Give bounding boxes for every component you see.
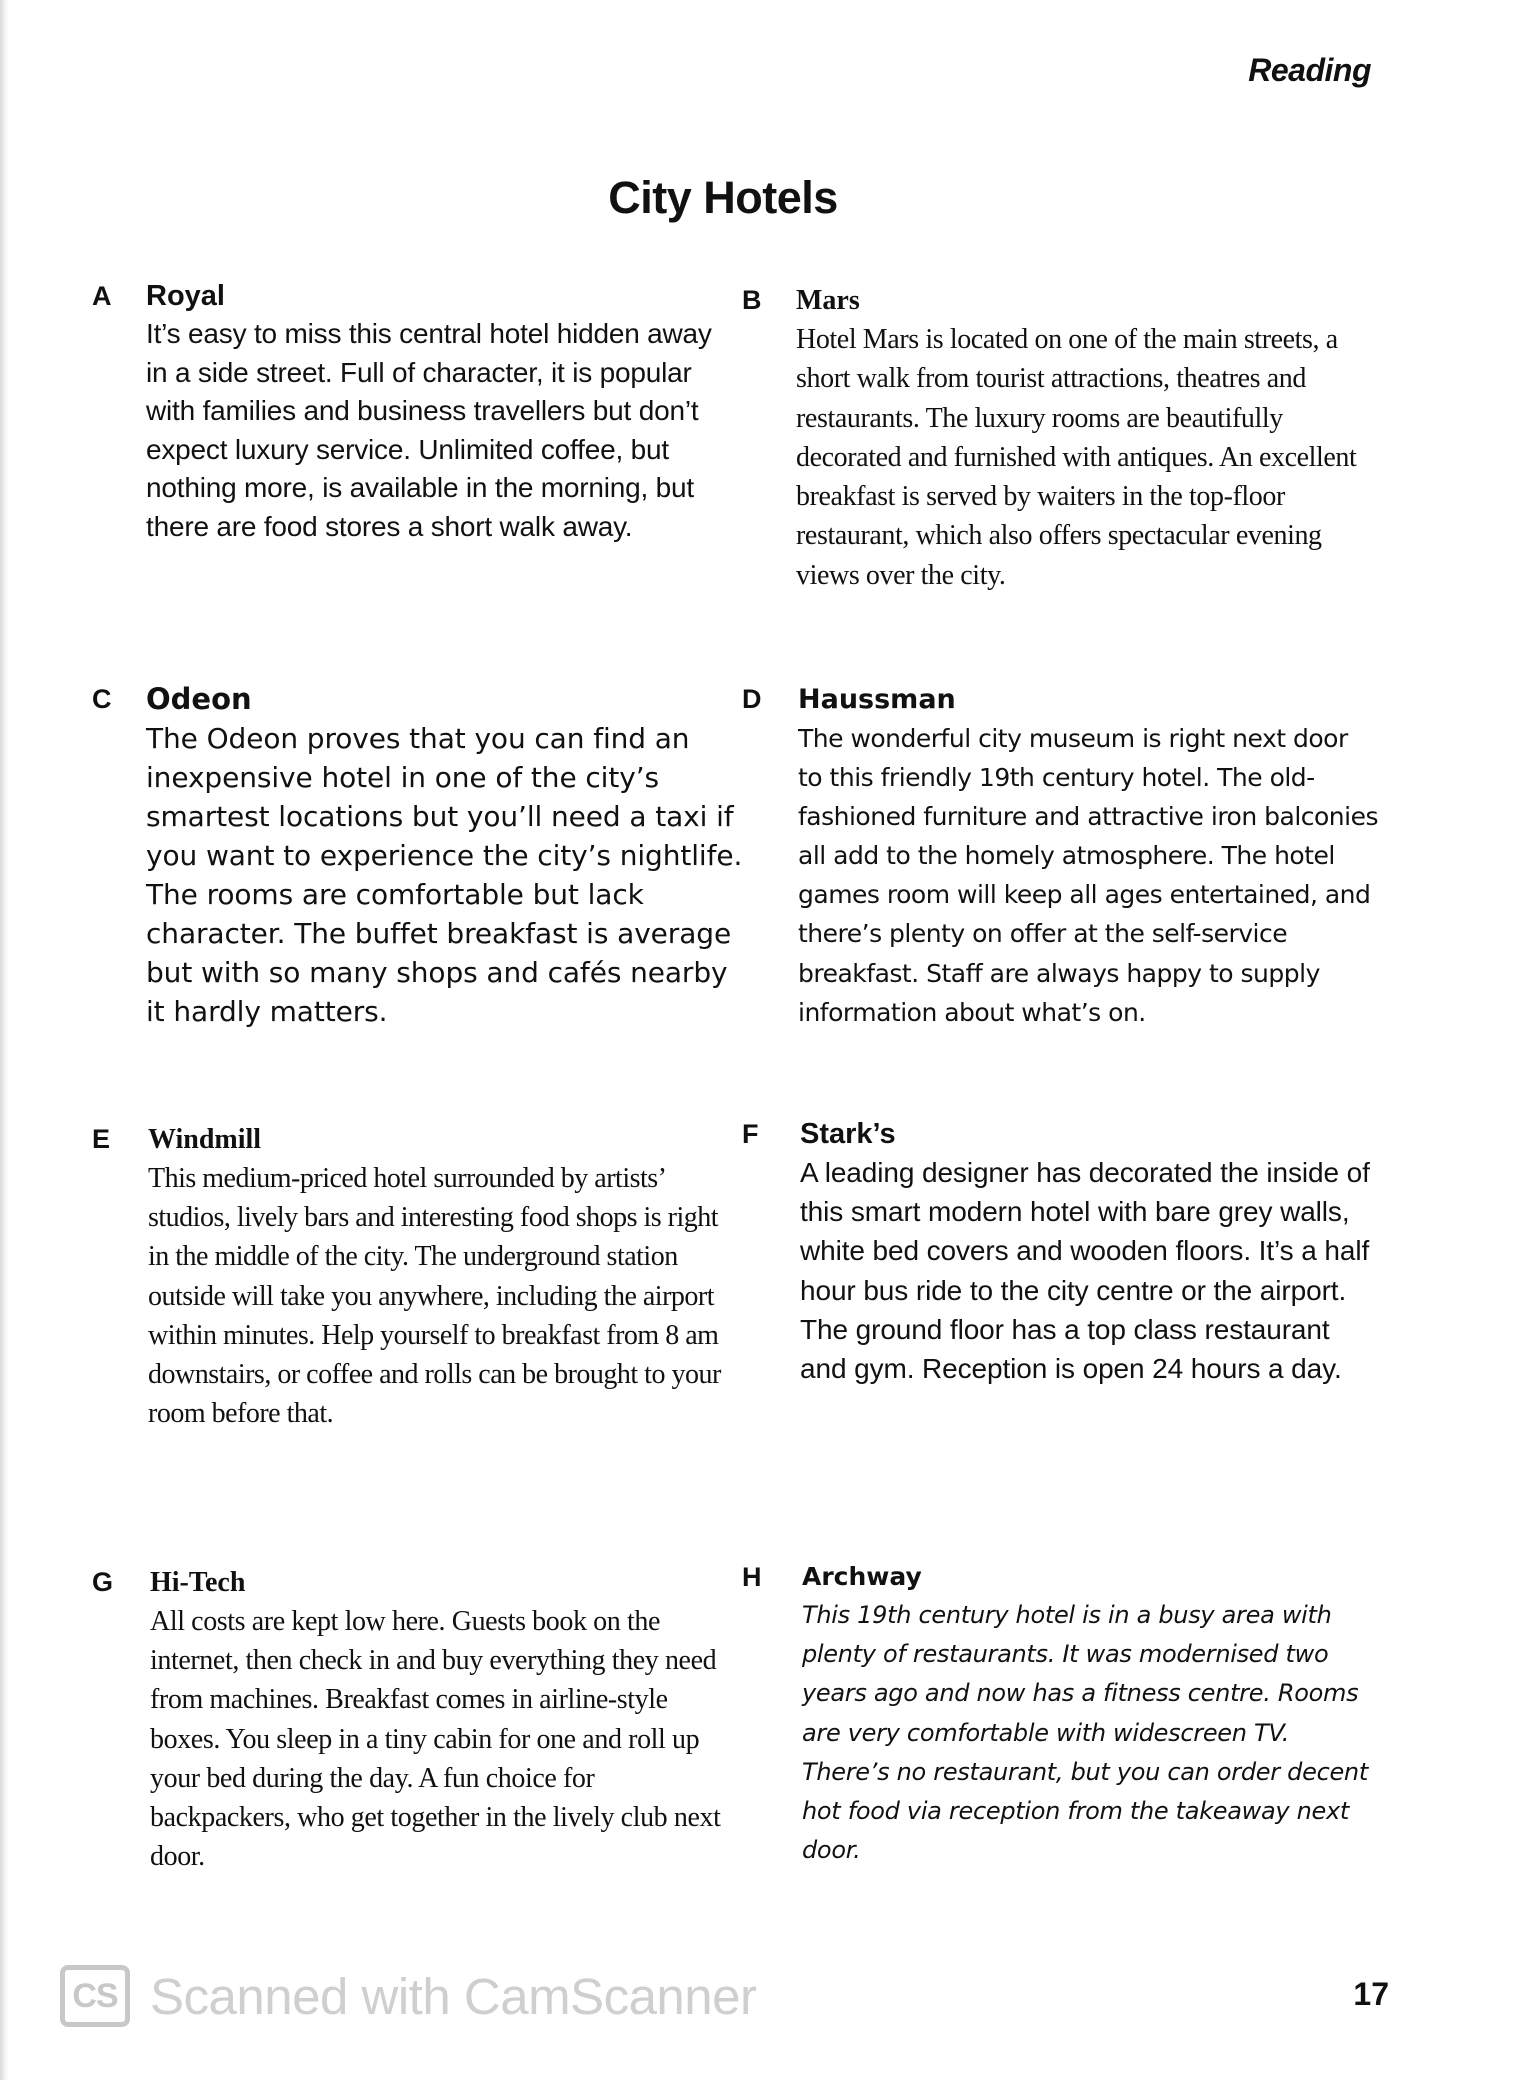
camscanner-logo-icon: CS <box>60 1965 130 2027</box>
hotel-description: Hotel Mars is located on one of the main streets, a short walk from tourist attractions, theatres and restaurants. The luxury rooms are beautifully decorated and furnished with antiques. An excellent breakfast is served by waiters in the top-floor restaurant, which also offers spectacular evening views over the city. <box>796 324 1357 591</box>
hotel-description: It’s easy to miss this central hotel hidden away in a side street. Full of character, it is popular with families and business travellers but don’t expect luxury service. Unlimited coffee, but nothing more, is available in the morning, but there are food stores a short walk away. <box>146 318 712 542</box>
page-edge-shadow <box>0 0 9 2080</box>
hotel-description: The Odeon proves that you can find an inexpensive hotel in one of the city’s smartest locations but you’ll need a taxi if you want to experience the city’s nightlife. The rooms are comfortable but lack character. The buffet breakfast is average but with so many shops and cafés nearby it hardly matters. <box>146 722 743 1028</box>
hotel-name: Haussman <box>798 684 956 715</box>
hotel-description: The wonderful city museum is right next door to this friendly 19th century hotel. The old-fashioned furniture and attractive iron balconies all add to the homely atmosphere. The hotel games room will keep all ages entertained, and there’s plenty on offer at the self-service breakfast. Staff are always happy to supply information about what’s on. <box>798 724 1379 1027</box>
entry-letter: G <box>92 1567 114 1597</box>
hotel-name: Odeon <box>146 682 252 716</box>
hotel-name: Windmill <box>148 1124 262 1155</box>
hotel-description: This medium-priced hotel surrounded by artists’ studios, lively bars and interesting food shops is right in the middle of the city. The underground station outside will take you anywhere, including the airport within minutes. Help yourself to breakfast from 8 am downstairs, or coffee and rolls can be brought to your room before that. <box>148 1163 721 1430</box>
section-label: Reading <box>1248 52 1371 88</box>
entry-letter: B <box>742 285 762 315</box>
hotel-name: Hi-Tech <box>150 1567 246 1598</box>
camscanner-watermark <box>60 1965 757 2027</box>
hotel-description: All costs are kept low here. Guests book on the internet, then check in and buy everything they need from machines. Breakfast comes in airline-style boxes. You sleep in a tiny cabin for one and roll up your bed during the day. A fun choice for backpackers, who get together in the lively club next door. <box>150 1606 721 1873</box>
entry-letter: F <box>742 1119 759 1149</box>
page-number: 17 <box>1353 1976 1389 2012</box>
hotel-name: Stark’s <box>800 1118 896 1150</box>
entry-letter: H <box>742 1562 762 1592</box>
hotel-description: This 19th century hotel is in a busy area with plenty of restaurants. It was modernised two years ago and now has a fitness centre. Rooms are very comfortable with widescreen TV. There’s no restaurant, but you can order decent hot food via reception from the takeaway next door. <box>802 1601 1368 1865</box>
entry-letter: A <box>92 281 112 311</box>
entry-letter: D <box>742 684 762 714</box>
watermark-text: Scanned with CamScanner <box>150 1967 757 2025</box>
hotel-name: Mars <box>796 285 860 316</box>
entry-letter: C <box>92 684 112 714</box>
page-title: City Hotels <box>608 172 838 223</box>
hotel-name: Royal <box>146 280 225 312</box>
entry-letter: E <box>92 1124 111 1154</box>
hotel-name: Archway <box>802 1562 922 1591</box>
hotel-description: A leading designer has decorated the inside of this smart modern hotel with bare grey walls, white bed covers and wooden floors. It’s a half hour bus ride to the city centre or the airport. The ground floor has a top class restaurant and gym. Reception is open 24 hours a day. <box>800 1157 1370 1385</box>
